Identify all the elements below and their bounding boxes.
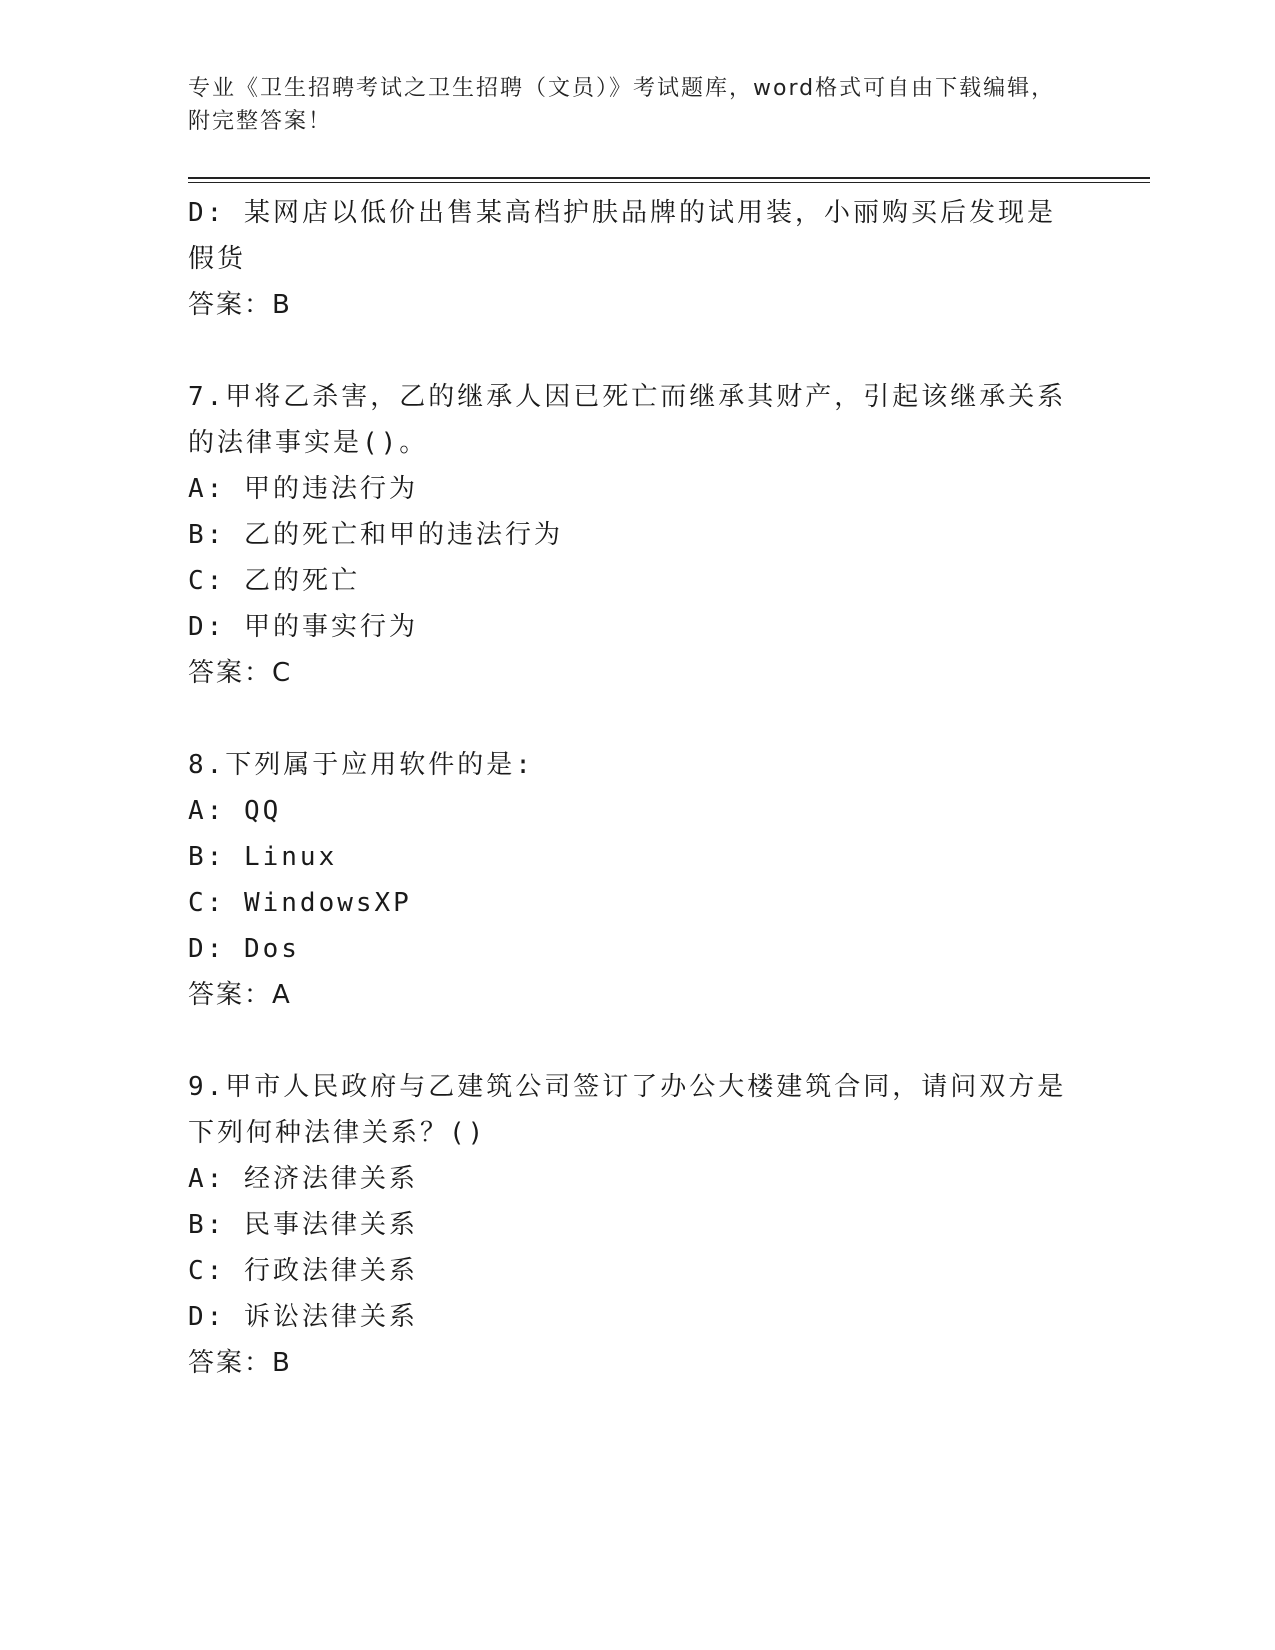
option-d: D: Dos <box>188 934 300 964</box>
question-content <box>188 190 1078 1386</box>
option-a: A: 甲的违法行为 <box>188 474 418 504</box>
header-rule-thin <box>188 182 1150 183</box>
fragment-answer: 答案：B <box>188 290 292 320</box>
option-a: A: QQ <box>188 796 282 826</box>
question-stem: 7.甲将乙杀害，乙的继承人因已死亡而继承其财产，引起该继承关系的法律事实是()。 <box>188 382 1067 458</box>
question-8 <box>188 742 1078 1018</box>
option-b: B: 乙的死亡和甲的违法行为 <box>188 520 563 550</box>
header-rule-thick <box>188 177 1150 179</box>
fragment-option-d: D: 某网店以低价出售某高档护肤品牌的试用装，小丽购买后发现是假货 <box>188 198 1056 274</box>
option-c: C: WindowsXP <box>188 888 412 918</box>
question-answer: 答案：B <box>188 1348 292 1378</box>
question-stem: 9.甲市人民政府与乙建筑公司签订了办公大楼建筑合同，请问双方是下列何种法律关系？() <box>188 1072 1067 1148</box>
question-9 <box>188 1064 1078 1386</box>
option-c: C: 行政法律关系 <box>188 1256 418 1286</box>
option-b: B: 民事法律关系 <box>188 1210 418 1240</box>
document-header: 专业《卫生招聘考试之卫生招聘（文员）》考试题库，word格式可自由下载编辑，附完整答案！ <box>188 76 1056 134</box>
option-a: A: 经济法律关系 <box>188 1164 418 1194</box>
question-answer: 答案：C <box>188 658 293 688</box>
question-7 <box>188 374 1078 696</box>
spacer <box>188 696 1078 742</box>
option-d: D: 甲的事实行为 <box>188 612 418 642</box>
question-answer: 答案：A <box>188 980 292 1010</box>
option-c: C: 乙的死亡 <box>188 566 360 596</box>
option-b: B: Linux <box>188 842 338 872</box>
spacer <box>188 328 1078 374</box>
question-stem: 8.下列属于应用软件的是: <box>188 750 534 780</box>
spacer <box>188 1018 1078 1064</box>
option-d: D: 诉讼法律关系 <box>188 1302 418 1332</box>
